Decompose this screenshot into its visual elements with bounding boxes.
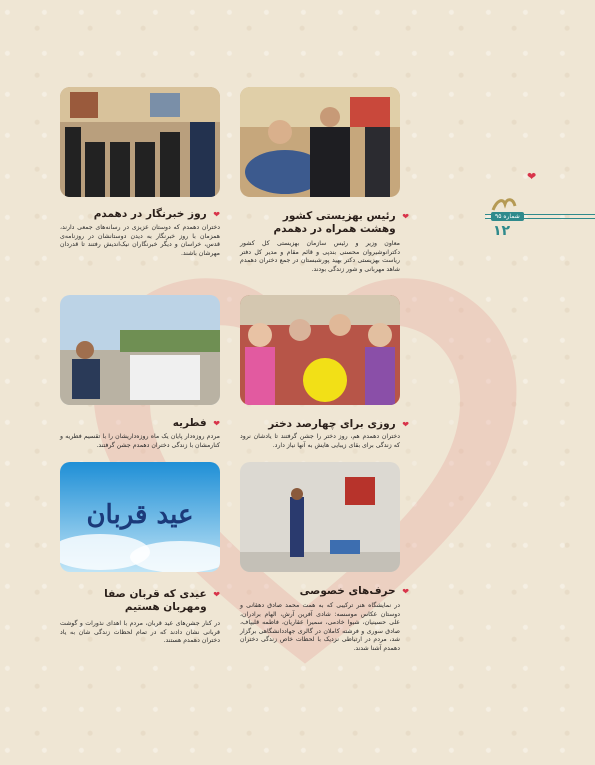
- title-boss-visit: ❤ رئیس بهزیستی کشور وهشت همراه در دهمدم: [273, 210, 409, 235]
- title-private-talk: ❤ حرف‌های خصوصی: [299, 585, 409, 597]
- body-girls-day: دختران دهمدم هم، روز دختر را جشن گرفتند تا یادشان نرود که زندگی برای بقای زیبایی هایش به آنها نیاز دارد.: [240, 433, 400, 449]
- heart-bullet-icon: ❤: [213, 210, 220, 219]
- photo-girls-day: [240, 295, 400, 405]
- magazine-logo: [485, 190, 595, 250]
- heart-bullet-icon: ❤: [402, 420, 409, 429]
- title-girls-day: ❤ روزی برای چهارصد دختر: [268, 418, 409, 430]
- photo-private-talk: [240, 462, 400, 572]
- photo-journalist-day: [60, 87, 220, 197]
- heart-bullet-icon: ❤: [402, 212, 409, 221]
- body-private-talk: در نمایشگاه هنر ترکیبی که به همت محمد صادق دهقانی و دوستان عکاس موسسه: شادی آفرین آرش، الهام برادران، علی حسینیان، شیوا خادمی، سمیرا عقاریان، فاطمه قلیپاف، صادق سوری و فرشته کاملان در گالری جهاددانشگاهی برگزار شد، مردم در ارتباطی نزدیک با لحظات خاص زندگی دختران دهمدم آشنا شدند.: [240, 602, 400, 652]
- heart-bullet-icon: ❤: [213, 419, 220, 428]
- body-boss-visit: معاون وزیر و رئیس سازمان بهزیستی کل کشور دکترانوشیروان محسنی بندپی و قائم مقام و مدیر کل دفتر ریاست بهزیستی دکتر بهید پورشبستان در جمع دختران دهمدم شاهد مهربانی و شور زندگی بودند.: [240, 240, 400, 273]
- photo-fitrieh: [60, 295, 220, 405]
- title-fitrieh: ❤ فطریه: [172, 417, 220, 429]
- body-fitrieh: مردم روزه‌دار پایان یک ماه روزه‌داریشان را با تقسیم فطریه و کنارمشان با زندگی دختران دهمدم جشن گرفتند.: [60, 433, 220, 449]
- page-number: ۱۲: [493, 223, 511, 239]
- title-eid-ghorban: ❤ عیدی که قربان صفا ومهربان هستیم: [104, 588, 220, 613]
- body-journalist-day: دختران دهمدم که دوستان عزیزی در رسانه‌های جمعی دارند، همزمان با روز خبرنگار به دیدن دوستانشان در روزنامه‌ی قدس، خراسان و دیگر خبرنگاران نیک‌اندیش رفتند تا قدردان مهرشان باشند.: [60, 224, 220, 257]
- photo-boss-visit: [240, 87, 400, 197]
- poster-calligraphy: عید قربان: [86, 500, 194, 530]
- body-eid-ghorban: در کنار جشن‌های عید قربان، مردم با اهدای نذورات و گوشت قربانی نشان دادند که در تمام لحظات زندگی شان به یاد دختران دهمدم هستند.: [60, 620, 220, 645]
- small-heart-icon: ❤: [527, 170, 537, 183]
- heart-bullet-icon: ❤: [402, 587, 409, 596]
- title-journalist-day: ❤ روز خبرنگار در دهمدم: [93, 208, 220, 220]
- poster-eid-ghorban: [60, 462, 220, 572]
- issue-badge: شماره ۹۵: [491, 212, 524, 221]
- heart-bullet-icon: ❤: [213, 590, 220, 599]
